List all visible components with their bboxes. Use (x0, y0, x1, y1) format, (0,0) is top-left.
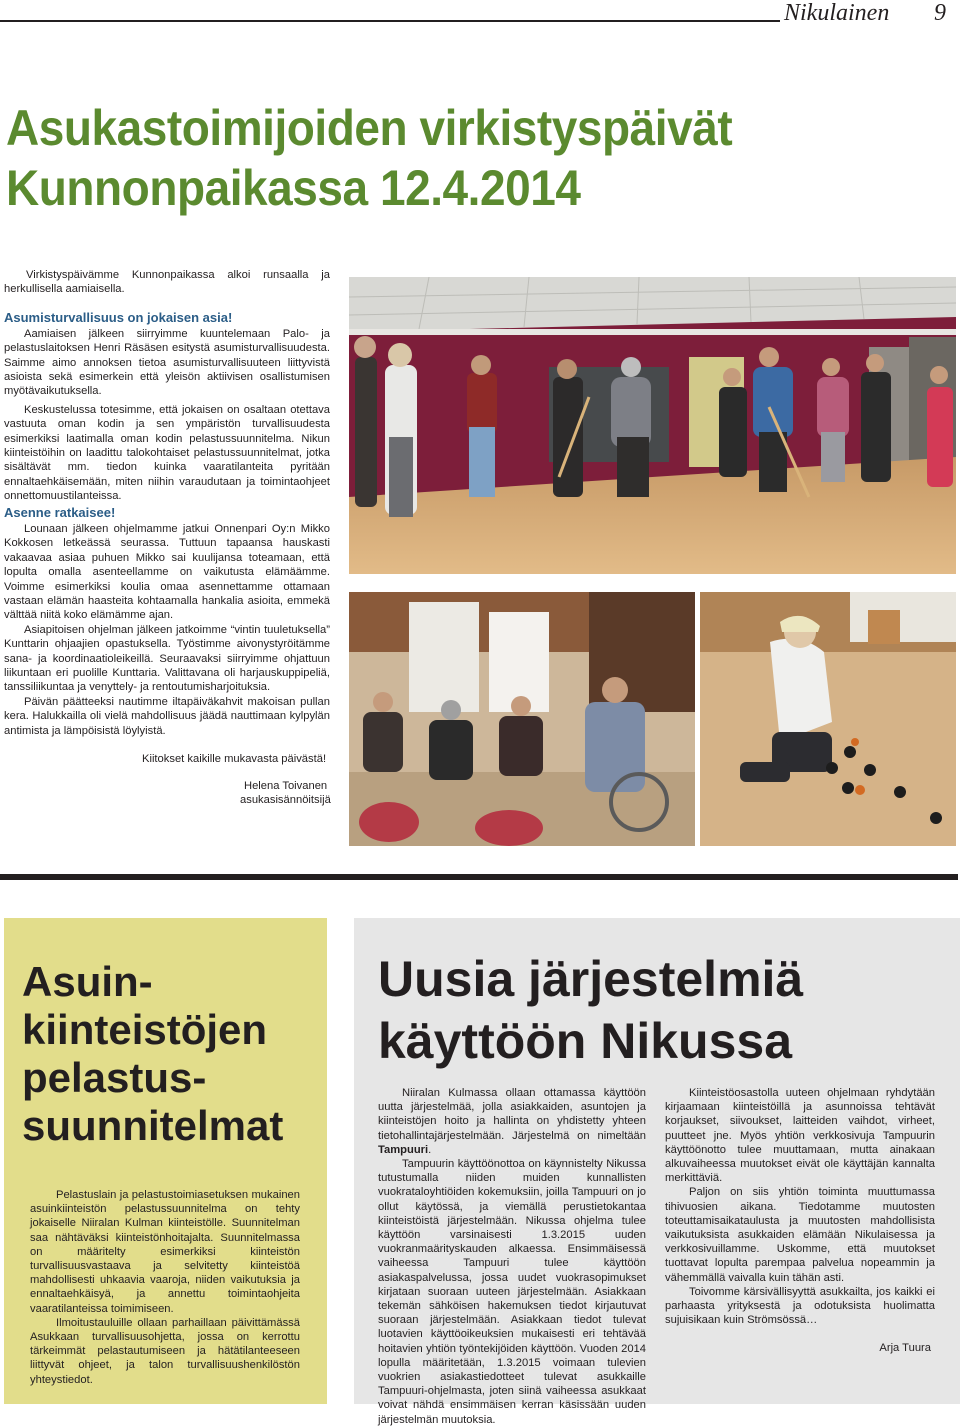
paragraph-5: Päivän päätteeksi nautimme iltapäiväkahvit makoisan pullan kera. Halukkailla oli vielä mahdollisuus jäädä nauttimaan kylpylän antimista ja lämpöisistä löylyistä. (4, 695, 330, 737)
article-title (6, 98, 871, 218)
subheading-safety: Asumisturvallisuus on jokaisen asia! (4, 309, 233, 325)
title-line-1: Asukastoimijoiden virkistyspäivät (6, 100, 733, 156)
photo-seated-exercise (349, 592, 695, 846)
subheading-attitude: Asenne ratkaisee! (4, 505, 116, 520)
author-role: asukasisännöitsijä (240, 793, 331, 806)
thanks-line: Kiitokset kaikille mukavasta päivästä! (142, 753, 327, 766)
article2-paragraph-1: Niiralan Kulmassa ollaan ottamassa käyttöön uutta järjestelmää, jolla asiakkaiden, asuntojen ja kiinteistöjen hoito ja hallinta on yhdistetty yhteen tietohallintajärjestelmään. Järjestelmä on nimeltään Tampuuri. (378, 1087, 646, 1156)
paragraph-2: Keskustelussa totesimme, että jokaisen on osaltaan otettava vastuuta oman kodin ja sen ympäristön turvallisuudesta esimerkiksi laatimalla oman kodin pelastussuunnitelma. Nikun kiinteistöihin on laadittu talokohtaiset pelastussuunnitelmat, jotka sisältävät mm. tiedon kuinka vaaratilanteita pyritään ennaltaehkäisemään, miten niihin varaudutaan ja toimintaohjeet onnettomuustilanteissa. (4, 403, 330, 503)
article2-title-line-2: käyttöön Nikussa (378, 1013, 793, 1069)
photo-curling-game (700, 592, 956, 846)
box-title-line-2: kiinteistöjen (22, 1006, 268, 1053)
title-line-2: Kunnonpaikassa 12.4.2014 (6, 160, 581, 216)
article2-column-1 (378, 1086, 646, 1427)
article2-author: Arja Tuura (879, 1342, 931, 1355)
box-title-line-1: Asuin- (22, 958, 153, 1005)
box-title-line-4: suunnitelmat (22, 1102, 284, 1149)
paragraph-1: Aamiaisen jälkeen siirryimme kuuntelemaan Palo- ja pelastuslaitoksen Henri Räsäsen esitystä asumisturvallisuudesta. Saimme aimo annoksen tietoa asumisturvallisuuteen liittyvistä asioista sekä esimerkein että yleisön aktiivisen osallistumisen myötävaikutuksella. (4, 327, 330, 398)
article2-paragraph-3: Kiinteistöosastolla uuteen ohjelmaan ryhdytään kirjaamaan kiinteistöillä ja asunnoissa tehtävät korjaukset, siivoukset, laitteiden vaihdot, virheet, puutteet jne. Myös yhtiön verkkosivuja Tampuurin käyttöönotto tulee muuttamaan, mutta ainakaan alkuvaiheessa muutokset eivät ole käyttäjän kannalta merkittäviä. (665, 1087, 935, 1185)
section-divider (0, 874, 958, 880)
box-paragraph-1: Pelastuslain ja pelastustoimiasetuksen mukainen asuinkiinteistön pelastussuunnitelma on tehty jokaiselle Niiralan Kulman kiinteistölle. Suunnitelman saa nähtäväksi kiinteistönhoitajalta. Suunnitelmassa on määritelty esimerkiksi kiinteistön turvallisuusvastaava ja selvitetty kiinteistöä mahdollisesti uhkaavia vaaroja, niiden vaikutuksia ja ennaltaehkäisyä, ja annettu toimintaohjeita vaaratilanteissa toimimiseen. (30, 1189, 300, 1315)
photo-gym-floorball (349, 277, 956, 574)
publication-name: Nikulainen (784, 0, 890, 26)
tampuuri-name: Tampuuri (378, 1143, 429, 1156)
article-column-upper (4, 268, 330, 504)
header-rule (0, 20, 780, 22)
article2-paragraph-5: Toivomme kärsivällisyyttä asukkailta, jos kaikki ei parhaasta yrityksestä ja odotuksista huolimatta sujuisikaan kuin Strömsössä… (665, 1285, 935, 1327)
author-name: Helena Toivanen (244, 779, 328, 792)
article2-paragraph-2: Tampuurin käyttöönottoa on käynnistelty Nikussa tutustumalla niiden muiden kunnallisten vuokrataloyhtiöiden kokemuksiin, joilla Tampuuri on jo ollut käytössä, ja viemällä perustietokantaa kiinteistöistä järjestelmään. Nikussa ohjelma tulee käyttöön varsinaisesti 1.3.2015 uuden vuokranmaärityskauden alkaessa. Ensimmäisessä vaiheessa Tampuuri tulee käyttöön asiakaspalvelussa, jossa uudet vuokrasopimukset kirjataan suoraan uuteen järjestelmään. Asiakkaan tekemän sähköisen hakemuksen tiedot kirjautuvat suoraan järjestelmään. Asiakkaan tiedot tulevat luotavien käyttöoikeuksien mukaisesti eri tehtävää hoitavien yhtiön työntekijöiden käyttöön. Vuoden 2014 lopulla määritetään, 1.3.2015 voimaan tulevien vuokrien asiakastiedotteet tulevat asukkaille Tampuuri-ohjelmasta, joten siinä vaiheessa asukkaat voivat nähdä ensimmäisen kerran käsissään uuden järjestelmän muutoksia. (378, 1158, 646, 1426)
box-body (30, 1188, 300, 1387)
article2-title-line-1: Uusia järjestelmiä (378, 951, 804, 1007)
paragraph-3: Lounaan jälkeen ohjelmamme jatkui Onnenpari Oy:n Mikko Kokkosen letkeässä seurassa. Tuttuun tapaansa hauskasti vakaavaa asiaa puhuen Mikko sai kuulijansa toteamaan, että lopulta omalla asenteellamme on vaikutusta elämäämme. Voimme esimerkiksi koulia omaa asennettamme ottamaan vastaan elämän haasteita kohtaamalla hankalia asioita, emmekä välttää niitä koko elämämme ajan. (4, 523, 330, 622)
article2-paragraph-4: Paljon on siis yhtiön toiminta muuttumassa tihivuosien aikana. Tiedotamme muutosten toteuttamisaikataulusta ja muutosten mahdollisista vaikutuksista asukkaiden elämään Nikulaisessa ja verkkosivuillamme. Uskomme, että muutokset tuottavat lopulta parempaa palvelua nopeammin ja vähemmällä vaivalla kuin tähän asti. (665, 1186, 935, 1284)
box-title (22, 958, 283, 1150)
page-number: 9 (934, 0, 946, 26)
box-paragraph-2: Ilmoitustauluille ollaan parhaillaan päivittämässä Asukkaan turvallisuusohjetta, jossa on kerrottu tärkeimmät pelastautumiseen ja hätätilanteeseen liittyvät ohjeet, ja talon turvallisuushenkilöstön yhteystiedot. (30, 1316, 300, 1386)
article2-column-2 (665, 1086, 935, 1356)
article2-title (378, 948, 938, 1072)
intro-paragraph: Virkistyspäivämme Kunnonpaikassa alkoi runsaalla ja herkullisella aamiaisella. (4, 269, 330, 296)
box-title-line-3: pelastus- (22, 1054, 207, 1101)
article2-p1-text: Niiralan Kulmassa ollaan ottamassa käyttöön uutta järjestelmää, jolla asiakkaiden, asuntojen ja kiinteistöjen hoito ja hallinta on yhdistetty yhteen tietohallintajärjestelmään. Järjestelmä on nimeltään (378, 1087, 646, 1142)
article-column-lower (4, 504, 330, 807)
paragraph-4: Asiapitoisen ohjelman jälkeen jatkoimme “vintin tuuletuksella” Kunttarin ohjaajien opastuksella. Työstimme aivonystyröitämme sana- ja koordinaatioleikeillä. Seuraavaksi siirryimme ohjattuun liikuntaan eri puolille Kunttaria. Valittavana oli harjauskuppipeliä, tanssiliikuntaa ja venyttely- ja rentoutumisharjoituksia. (4, 623, 330, 694)
